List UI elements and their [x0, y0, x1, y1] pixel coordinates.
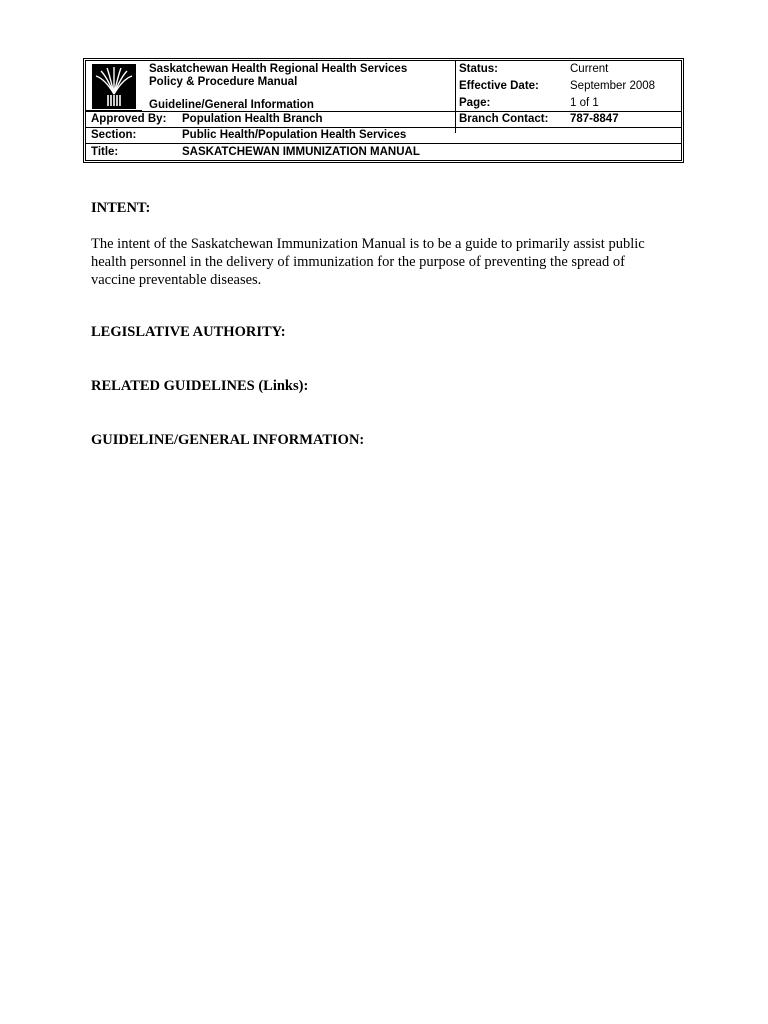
row-divider-3	[86, 143, 681, 144]
effective-date-label: Effective Date:	[459, 80, 539, 92]
intent-heading: INTENT:	[91, 200, 151, 216]
approved-by-label: Approved By:	[91, 113, 167, 125]
status-value: Current	[570, 63, 609, 75]
title-value: SASKATCHEWAN IMMUNIZATION MANUAL	[182, 146, 420, 158]
page-label: Page:	[459, 97, 491, 109]
document-type: Guideline/General Information	[149, 99, 314, 111]
document-header-inner	[85, 60, 682, 161]
page-value: 1 of 1	[570, 97, 599, 109]
legislative-authority-heading: LEGISLATIVE AUTHORITY:	[91, 324, 286, 340]
approved-by-value: Population Health Branch	[182, 113, 323, 125]
intent-paragraph	[91, 235, 691, 289]
guideline-general-information-heading: GUIDELINE/GENERAL INFORMATION:	[91, 432, 365, 448]
intent-line-3: vaccine preventable diseases.	[91, 272, 262, 288]
title-label: Title:	[91, 146, 119, 158]
branch-contact-label: Branch Contact:	[459, 113, 549, 125]
org-name: Saskatchewan Health Regional Health Services	[149, 63, 408, 75]
related-guidelines-heading: RELATED GUIDELINES (Links):	[91, 378, 309, 394]
branch-contact-value: 787-8847	[570, 113, 619, 125]
intent-line-1: The intent of the Saskatchewan Immunization Manual is to be a guide to primarily assist public	[91, 236, 645, 252]
section-label: Section:	[91, 129, 137, 141]
document-header-table	[83, 58, 684, 163]
effective-date-value: September 2008	[570, 80, 656, 92]
saskatchewan-wheat-logo-icon	[92, 64, 136, 109]
intent-line-2: health personnel in the delivery of immunization for the purpose of preventing the spread of	[91, 254, 625, 270]
status-label: Status:	[459, 63, 498, 75]
manual-name: Policy & Procedure Manual	[149, 76, 298, 88]
header-divider-vertical	[455, 61, 456, 133]
section-value: Public Health/Population Health Services	[182, 129, 407, 141]
